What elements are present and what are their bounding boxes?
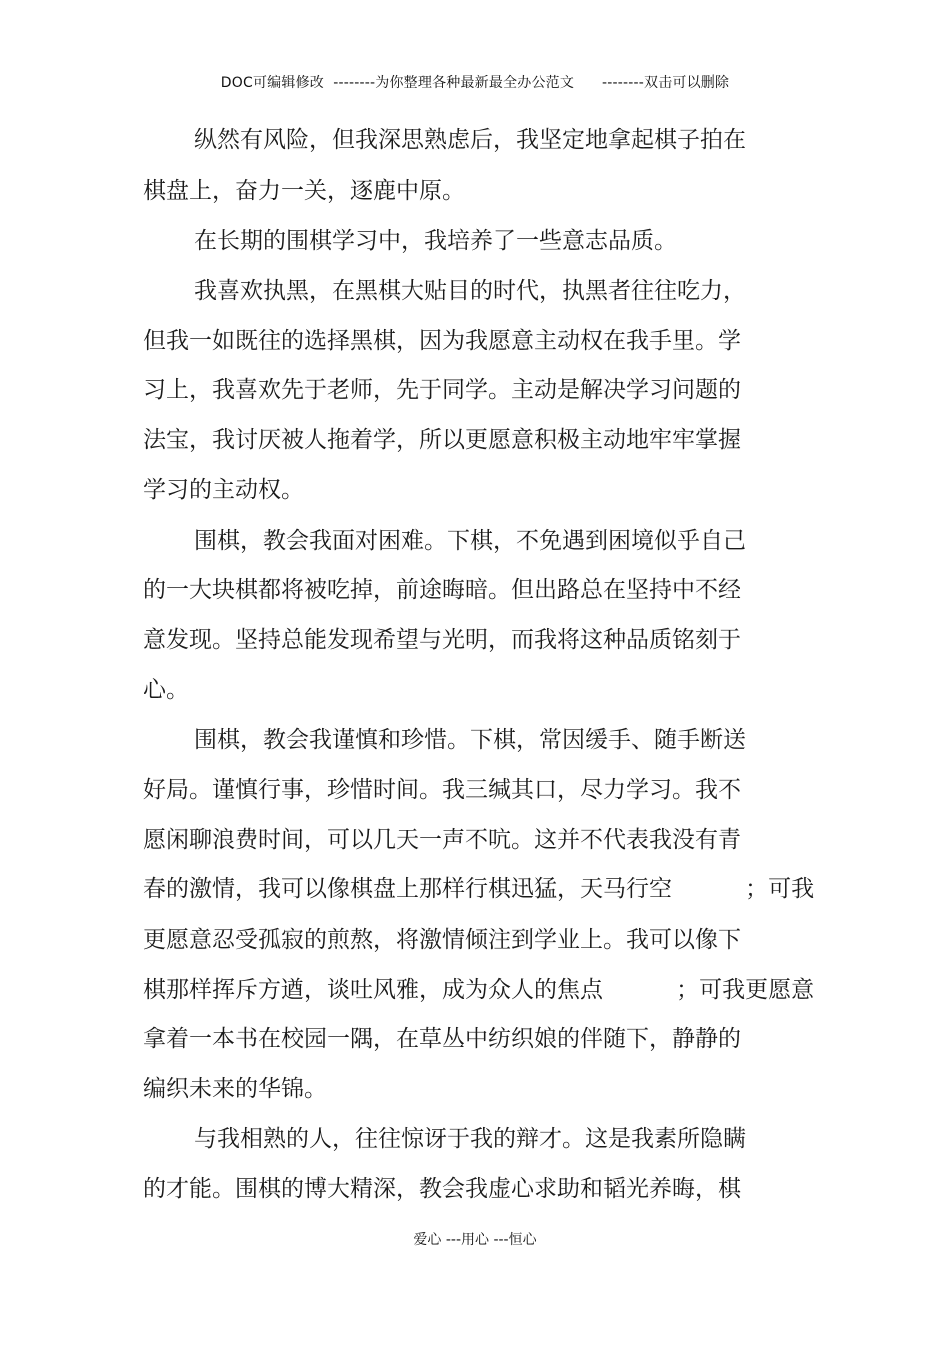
text-line: 意发现。坚持总能发现希望与光明，而我将这种品质铭刻于 xyxy=(143,627,741,653)
text-line: 心。 xyxy=(143,677,189,703)
page-footer: 爱心 ---用心 ---恒心 xyxy=(413,1232,537,1248)
text-line: 学习的主动权。 xyxy=(143,477,304,503)
text-line: 的一大块棋都将被吃掉，前途晦暗。但出路总在坚持中不经 xyxy=(143,577,741,603)
text-line: 围棋，教会我面对困难。下棋，不免遇到困境似乎自己 xyxy=(194,528,746,554)
text-line: 法宝，我讨厌被人拖着学，所以更愿意积极主动地牢牢掌握 xyxy=(143,427,741,453)
text-line: 愿闲聊浪费时间，可以几天一声不吭。这并不代表我没有青 xyxy=(143,827,741,853)
text-line: 更愿意忍受孤寂的煎熬，将激情倾注到学业上。我可以像下 xyxy=(143,927,741,953)
text-line: 但我一如既往的选择黑棋，因为我愿意主动权在我手里。学 xyxy=(143,328,741,354)
text-line: 在长期的围棋学习中，我培养了一些意志品质。 xyxy=(194,228,677,254)
text-line: 习上，我喜欢先于老师，先于同学。主动是解决学习问题的 xyxy=(143,377,741,403)
page-header: DOC可编辑修改 --------为你整理各种最新最全办公范文 --------双击可以删除 xyxy=(220,75,730,91)
text-line: 的才能。围棋的博大精深，教会我虚心求助和韬光养晦，棋 xyxy=(143,1176,741,1202)
text-line: 编织未来的华锦。 xyxy=(143,1076,327,1102)
text-line: 好局。谨慎行事，珍惜时间。我三缄其口，尽力学习。我不 xyxy=(143,777,741,803)
text-line: 拿着一本书在校园一隅，在草丛中纺织娘的伴随下，静静的 xyxy=(143,1026,741,1052)
text-line: 棋盘上，奋力一关，逐鹿中原。 xyxy=(143,178,465,204)
text-line: 围棋，教会我谨慎和珍惜。下棋，常因缓手、随手断送 xyxy=(194,727,746,753)
text-line: 棋那样挥斥方遒，谈吐风雅，成为众人的焦点 ；可我更愿意 xyxy=(143,977,815,1003)
text-line: 春的激情，我可以像棋盘上那样行棋迅猛，天马行空 ；可我 xyxy=(143,876,815,902)
text-line: 我喜欢执黑，在黑棋大贴目的时代，执黑者往往吃力， xyxy=(194,278,746,304)
text-line: 纵然有风险，但我深思熟虑后，我坚定地拿起棋子拍在 xyxy=(194,127,746,153)
text-line: 与我相熟的人，往往惊讶于我的辩才。这是我素所隐瞒 xyxy=(194,1126,746,1152)
